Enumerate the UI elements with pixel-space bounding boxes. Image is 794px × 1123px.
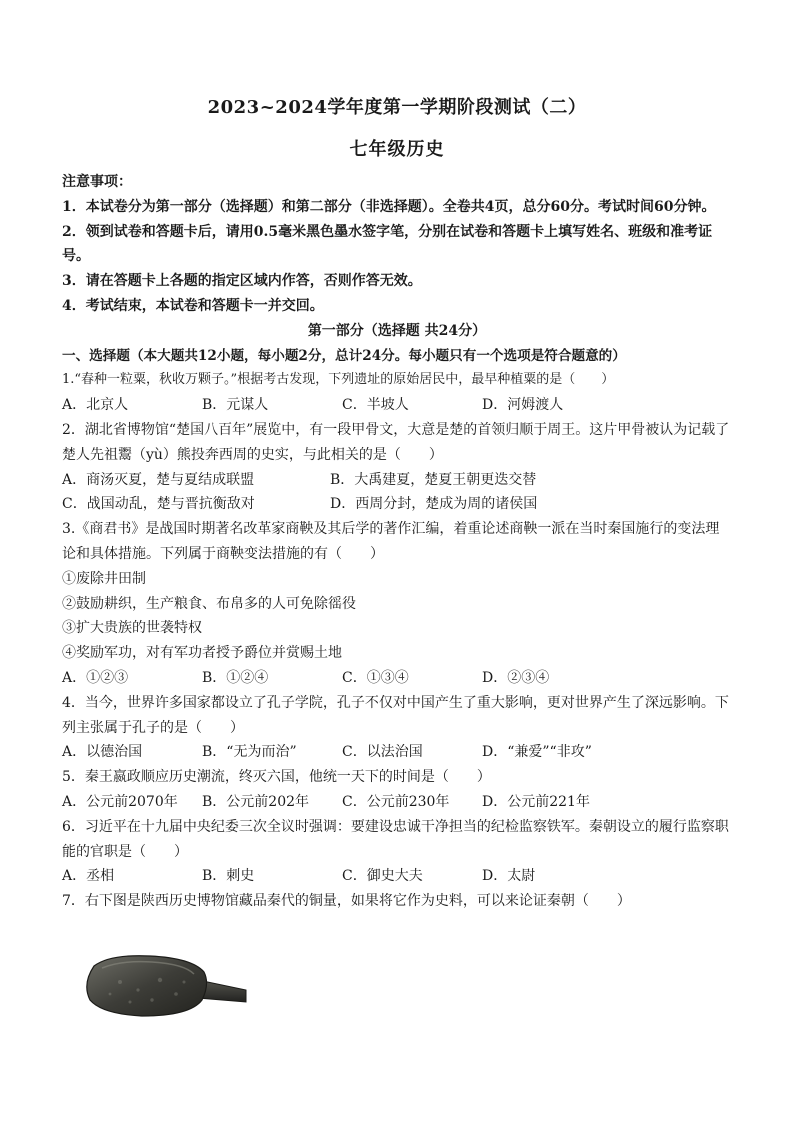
question-7-stem: 7．右下图是陕西历史博物馆藏品秦代的铜量，如果将它作为史料，可以来论证秦朝（ ） — [62, 893, 631, 910]
question-2-option-d[interactable]: D．西周分封，楚成为周的诸侯国 — [330, 496, 538, 513]
question-4-option-a[interactable]: A．以德治国 — [62, 744, 143, 761]
question-5-option-b[interactable]: B．公元前202年 — [202, 793, 310, 810]
question-3-item-3: ③扩大贵族的世袭特权 — [62, 620, 202, 637]
exam-title: 2023~2024学年度第一学期阶段测试（二） — [207, 97, 587, 118]
notes-heading: 注意事项： — [62, 174, 132, 190]
question-5-option-a[interactable]: A．公元前2070年 — [62, 793, 178, 810]
question-3-options — [62, 666, 732, 691]
section-heading: 一、选择题（本大题共12小题，每小题2分，总计24分。每小题只有一个选项是符合题意的） — [62, 347, 626, 364]
question-2-stem: 2．湖北省博物馆“楚国八百年”展览中，有一段甲骨文，大意是楚的首领归顺于周王。这片甲骨被认为记载了楚人先祖鬻（yù）熊投奔西周的史实，与此相关的是（ ） — [62, 421, 730, 463]
question-6-options — [62, 864, 732, 889]
question-3-option-c[interactable]: C．①③④ — [342, 669, 409, 686]
question-4-option-d[interactable]: D．“兼爱”“非攻” — [482, 744, 592, 761]
question-2-option-c[interactable]: C．战国动乱，楚与晋抗衡敌对 — [62, 496, 255, 513]
question-3-option-a[interactable]: A．①②③ — [62, 669, 129, 686]
question-3-item-2: ②鼓励耕织，生产粮食、布帛多的人可免除徭役 — [62, 595, 356, 612]
exam-body — [62, 170, 732, 914]
question-1-option-b[interactable]: B．元谋人 — [202, 397, 269, 414]
notes-item-3: 3．请在答题卡上各题的指定区域内作答，否则作答无效。 — [62, 273, 422, 290]
part1-heading: 第一部分（选择题 共24分） — [307, 322, 487, 339]
question-3-item-1: ①废除井田制 — [62, 570, 146, 587]
question-4-option-b[interactable]: B．“无为而治” — [202, 744, 297, 761]
question-6-option-d[interactable]: D．太尉 — [482, 868, 536, 885]
question-3-item-4: ④奖励军功，对有军功者授予爵位并赏赐土地 — [62, 645, 342, 662]
question-1-stem: 1.“春种一粒粟，秋收万颗子。”根据考古发现，下列遗址的原始居民中，最早种植粟的是（ ） — [62, 372, 615, 388]
question-3-option-d[interactable]: D．②③④ — [482, 669, 550, 686]
question-5-options — [62, 790, 732, 815]
question-4-option-c[interactable]: C．以法治国 — [342, 744, 423, 761]
question-5-option-d[interactable]: D．公元前221年 — [482, 793, 590, 810]
question-5-option-c[interactable]: C．公元前230年 — [342, 793, 450, 810]
question-4-stem: 4．当今，世界许多国家都设立了孔子学院，孔子不仅对中国产生了重大影响，更对世界产生了深远影响。下列主张属于孔子的是（ ） — [62, 694, 729, 736]
notes-item-4: 4．考试结束，本试卷和答题卡一并交回。 — [62, 297, 324, 314]
question-6-stem: 6．习近平在十九届中央纪委三次全议时强调：要建设忠诚干净担当的纪检监察铁军。秦朝设立的履行监察职能的官职是（ ） — [62, 818, 729, 860]
question-6-option-c[interactable]: C．御史大夫 — [342, 868, 423, 885]
exam-subject: 七年级历史 — [349, 139, 445, 160]
question-1-options — [62, 393, 732, 418]
question-4-options — [62, 740, 732, 765]
bronze-measure-image — [80, 950, 250, 1020]
question-3-option-b[interactable]: B．①②④ — [202, 669, 269, 686]
question-3-stem: 3.《商君书》是战国时期著名改革家商鞅及其后学的著作汇编，着重论述商鞅一派在当时秦国施行的变法理论和具体措施。下列属于商鞅变法措施的有（ ） — [62, 521, 720, 562]
question-2-option-b[interactable]: B．大禹建夏，楚夏王朝更迭交替 — [330, 471, 537, 488]
notes-item-1: 1．本试卷分为第一部分（选择题）和第二部分（非选择题）。全卷共4页，总分60分。考试时间60分钟。 — [62, 198, 716, 215]
notes-item-2: 2．领到试卷和答题卡后，请用0.5毫米黑色墨水签字笔，分别在试卷和答题卡上填写姓名、班级和准考证号。 — [62, 223, 713, 265]
question-1-option-d[interactable]: D．河姆渡人 — [482, 397, 564, 414]
question-2-option-a[interactable]: A．商汤灭夏，楚与夏结成联盟 — [62, 471, 255, 488]
question-6-option-b[interactable]: B．刺史 — [202, 868, 255, 885]
question-1-option-c[interactable]: C．半坡人 — [342, 397, 409, 414]
question-5-stem: 5．秦王嬴政顺应历史潮流，终灭六国，他统一天下的时间是（ ） — [62, 769, 491, 786]
question-1-option-a[interactable]: A．北京人 — [62, 397, 129, 414]
question-6-option-a[interactable]: A．丞相 — [62, 868, 115, 885]
question-2-options-row2 — [62, 492, 732, 517]
question-2-options-row1 — [62, 468, 732, 493]
